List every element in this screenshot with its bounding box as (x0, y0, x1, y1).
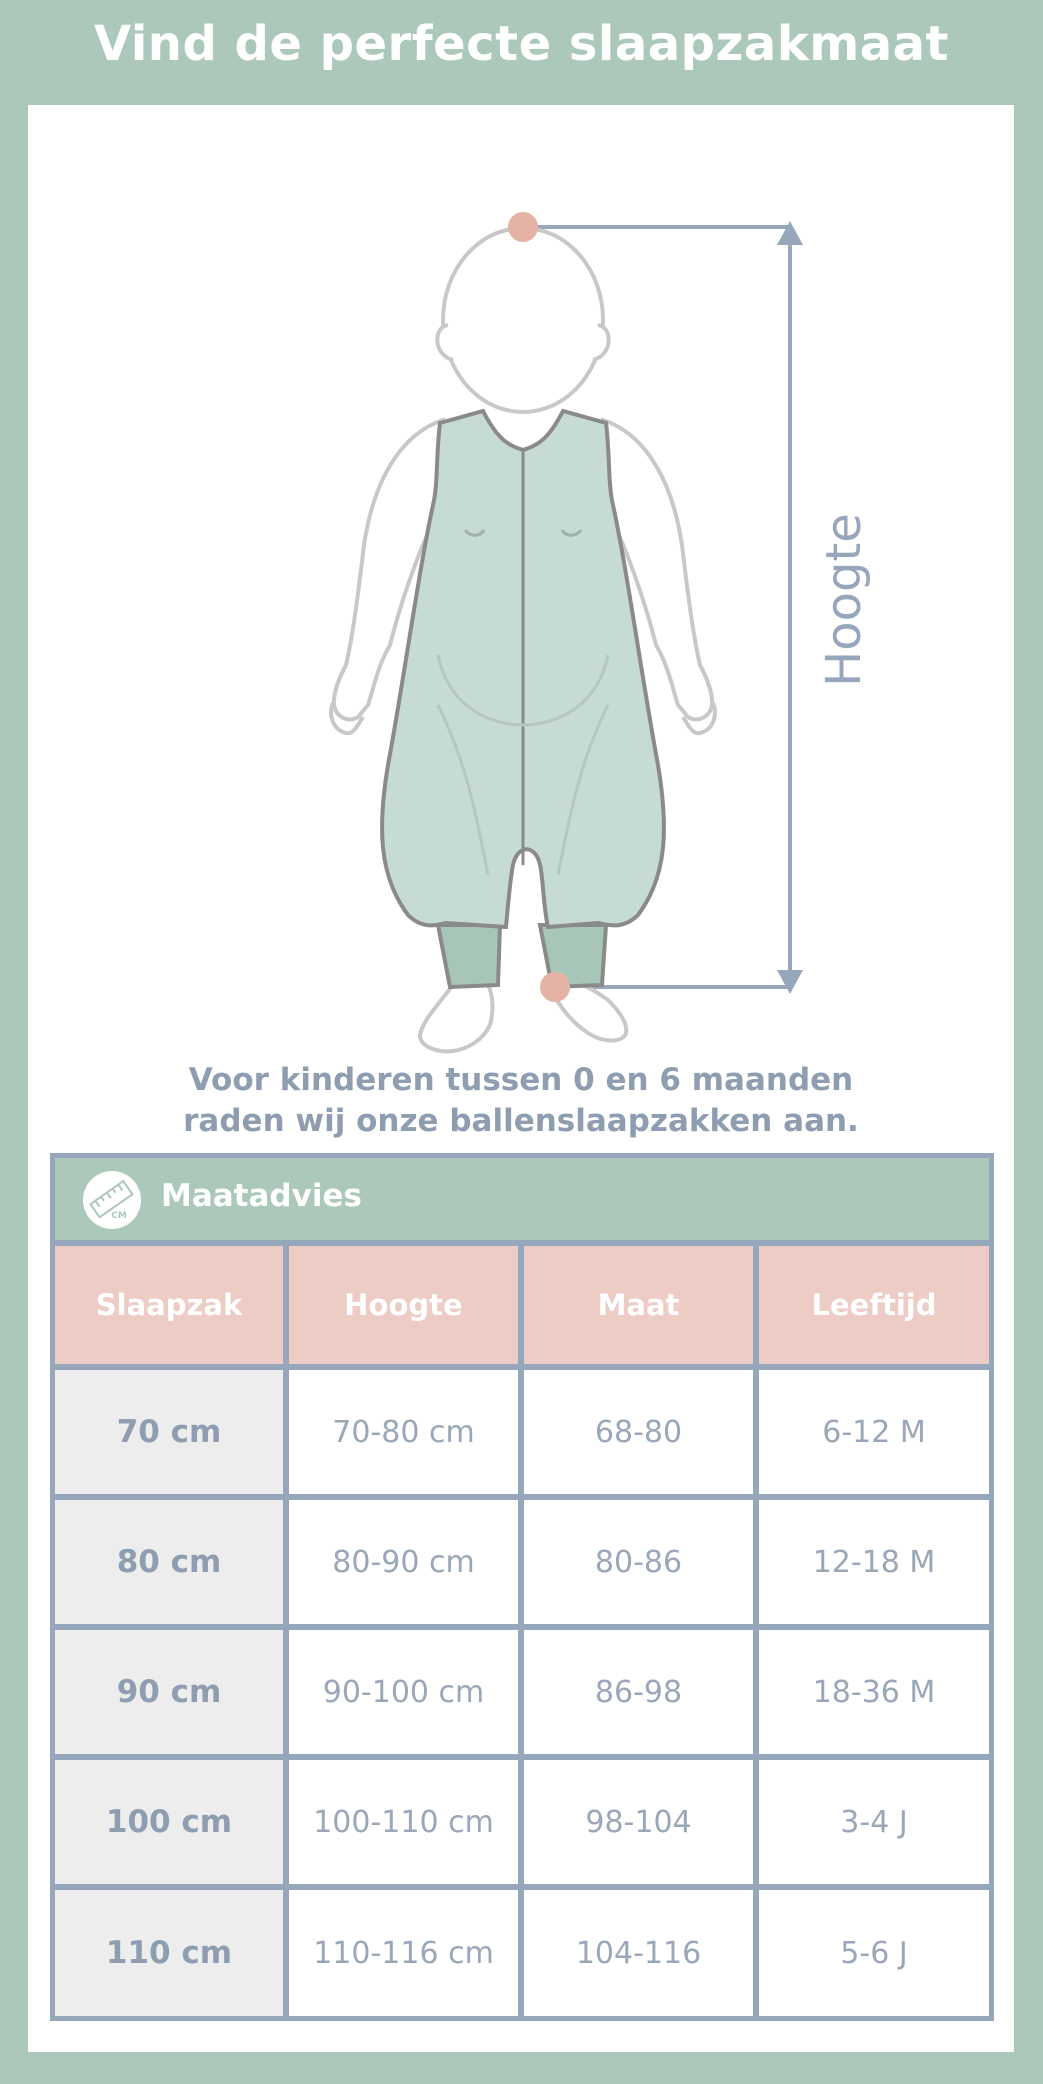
table-cell: 5-6 J (759, 1890, 989, 2016)
table-banner (55, 1158, 989, 1240)
table-title: Maatadvies (161, 1178, 362, 1214)
table-cell: 100-110 cm (289, 1760, 518, 1884)
table-cell: 80-90 cm (289, 1500, 518, 1624)
header-hoogte: Hoogte (289, 1246, 518, 1364)
table-cell: 100 cm (55, 1760, 283, 1884)
table-cell: 70 cm (55, 1370, 283, 1494)
header-leeftijd: Leeftijd (759, 1246, 989, 1364)
table-cell: 70-80 cm (289, 1370, 518, 1494)
table-cell: 98-104 (524, 1760, 753, 1884)
head-marker (508, 212, 538, 242)
page-title: Vind de perfecte slaapzakmaat (94, 16, 949, 72)
ruler-icon (83, 1171, 141, 1229)
advice-text (28, 1060, 1014, 1142)
table-cell: 6-12 M (759, 1370, 989, 1494)
table-cell: 110-116 cm (289, 1890, 518, 2016)
table-cell: 90 cm (55, 1630, 283, 1754)
table-cell: 3-4 J (759, 1760, 989, 1884)
header-slaapzak: Slaapzak (55, 1246, 283, 1364)
table-cell: 90-100 cm (289, 1630, 518, 1754)
table-cell: 80 cm (55, 1500, 283, 1624)
table-cell: 12-18 M (759, 1500, 989, 1624)
hoogte-label: Hoogte (816, 513, 872, 687)
table-cell: 18-36 M (759, 1630, 989, 1754)
table-cell: 80-86 (524, 1500, 753, 1624)
advice-line-2: raden wij onze ballenslaapzakken aan. (183, 1103, 859, 1139)
foot-marker (540, 972, 570, 1002)
advice-line-1: Voor kinderen tussen 0 en 6 maanden (188, 1062, 854, 1098)
table-cell: 110 cm (55, 1890, 283, 2016)
baby-illustration (28, 105, 1014, 1065)
content-panel (28, 105, 1014, 2052)
table-cell: 68-80 (524, 1370, 753, 1494)
size-table (50, 1153, 994, 2021)
table-cell: 104-116 (524, 1890, 753, 2016)
header-maat: Maat (524, 1246, 753, 1364)
cm-badge-text: CM (111, 1211, 127, 1221)
table-cell: 86-98 (524, 1630, 753, 1754)
